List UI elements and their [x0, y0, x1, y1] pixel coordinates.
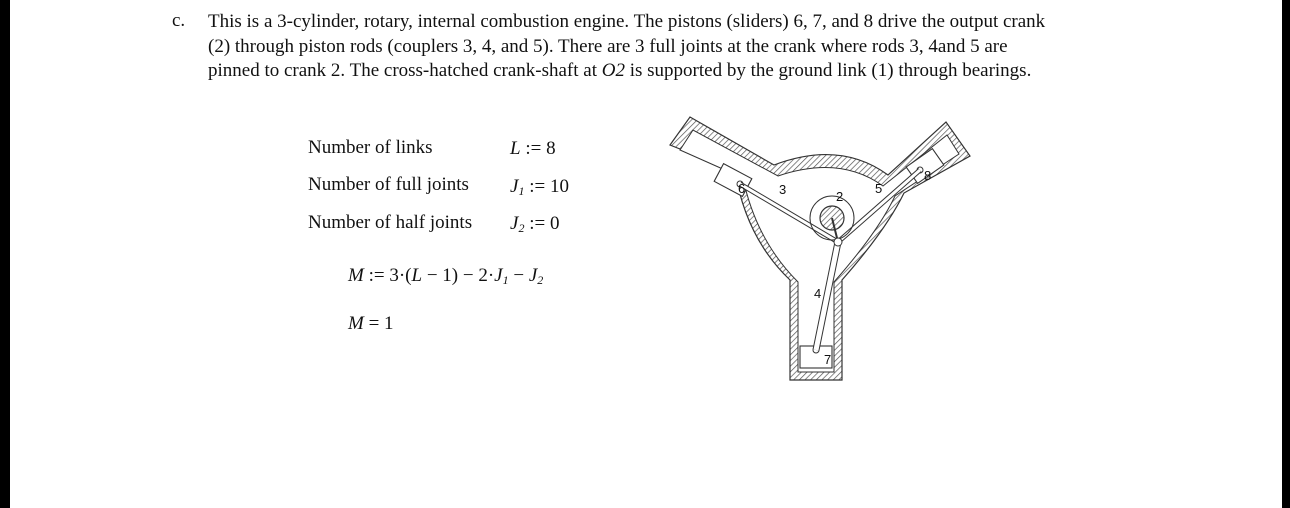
assign-op-1: :=: [525, 138, 542, 159]
result-eq: =: [368, 313, 380, 334]
result-var: M: [348, 313, 364, 334]
document-page: [10, 0, 1282, 508]
assign-op-2: :=: [529, 176, 546, 197]
label-piston-7: 7: [824, 352, 832, 367]
formula-J2: J: [528, 265, 538, 286]
label-rod-5: 5: [875, 181, 883, 196]
links-value: 8: [546, 138, 556, 159]
paragraph-line-2: (2) through piston rods (couplers 3, 4, and 5). There are 3 full joints at the crank where rods 3, 4and 5 are: [208, 35, 1008, 57]
full-joints-sub: 1: [518, 184, 525, 198]
links-expression: [510, 138, 556, 160]
assign-op-3: :=: [529, 213, 546, 234]
result-value: 1: [384, 313, 394, 334]
label-crank-2: 2: [836, 189, 844, 204]
mobility-result: [348, 313, 394, 335]
formula-J1-sub: 1: [502, 273, 509, 287]
half-joints-label: Number of half joints: [308, 212, 473, 233]
paragraph-line-1: This is a 3-cylinder, rotary, internal combustion engine. The pistons (sliders) 6, 7, and 8 drive the output crank: [208, 11, 1046, 32]
links-label: Number of links: [308, 137, 433, 158]
links-var: L: [510, 138, 521, 159]
full-joints-var: J: [510, 176, 519, 197]
full-joints-expression: [510, 176, 569, 199]
label-piston-8: 8: [924, 168, 932, 183]
mobility-formula: [348, 265, 543, 288]
full-joints-label: Number of full joints: [308, 174, 469, 195]
half-joints-value: 0: [549, 213, 560, 234]
half-joints-expression: [510, 213, 559, 236]
formula-part-c: −: [508, 265, 529, 286]
label-rod-4: 4: [814, 286, 822, 301]
problem-paragraph: [208, 10, 1128, 84]
label-rod-3: 3: [779, 182, 787, 197]
label-piston-6: 6: [738, 181, 746, 196]
formula-assign-op: :=: [368, 265, 385, 286]
half-joints-var: J: [510, 213, 519, 234]
formula-part-a: 3·(: [389, 265, 412, 286]
engine-diagram: [650, 110, 980, 390]
line3-text-a: pinned to crank 2. The cross-hatched crank-shaft at: [208, 60, 602, 81]
formula-J2-sub: 2: [537, 273, 544, 287]
formula-L: L: [411, 265, 423, 286]
full-joints-value: 10: [549, 176, 569, 197]
formula-part-b: − 1) − 2·: [422, 265, 495, 286]
line3-text-b: is supported by the ground link (1) through bearings.: [624, 60, 1032, 81]
crankshaft-point-label: O2: [601, 60, 625, 81]
formula-lhs: M: [348, 265, 364, 286]
paragraph-line-3: [208, 59, 1128, 84]
half-joints-sub: 2: [518, 221, 525, 235]
formula-J1: J: [494, 265, 503, 286]
item-label: c.: [172, 10, 186, 31]
